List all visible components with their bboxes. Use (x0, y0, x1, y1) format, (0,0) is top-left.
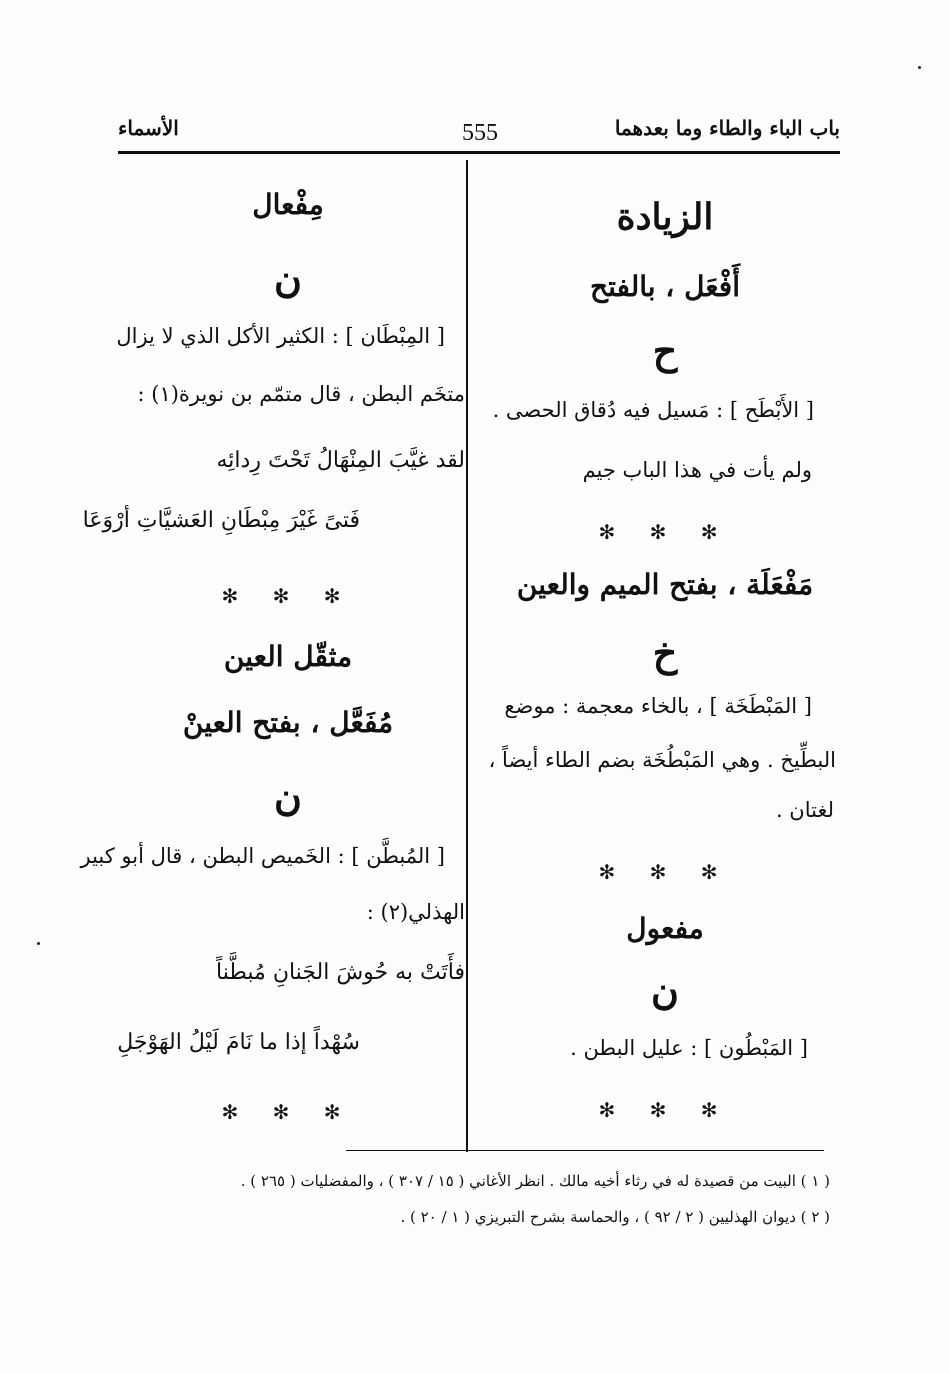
entry-text: [ المَبْطَخَة ] ، بالخاء معجمة : موضع (504, 694, 812, 718)
entry-text: [ المَبْطُون ] : عليل البطن . (570, 1036, 808, 1060)
footnote-1: ( ١ ) البيت من قصيدة له في رثاء أخيه مالك . انظر الأغاني ( ١٥ / ٣٠٧ ) ، والمفضليات ( ٢٦٥ ) . (240, 1172, 830, 1190)
subsection-heading: مثقّل العين (223, 640, 353, 673)
entry-text: [ المُبطَّن ] : الخَميص البطن ، قال أبو كبير (80, 844, 445, 868)
entry-text: الهذلي(٢) : (366, 900, 465, 924)
footnote-2: ( ٢ ) ديوان الهذليين ( ٢ / ٩٢ ) ، والحماسة بشرح التبريزي ( ١ / ٢٠ ) . (400, 1208, 830, 1226)
entry-text: البطِّيخ . وهي المَبْطُخَة بضم الطاء أيضاً ، (488, 748, 836, 772)
letter-heading: خ (652, 630, 678, 675)
letter-heading: ح (652, 328, 678, 373)
verse-line: فَتىً غَيْرَ مِبْطَانِ العَشيَّاتِ أرْوَعَا (82, 508, 360, 533)
footnote-rule (346, 1150, 824, 1151)
speck-mark (918, 66, 921, 69)
pattern-heading: أَفْعَل ، بالفتح (590, 270, 740, 303)
pattern-heading: مَفْعَلَة ، بفتح الميم والعين (516, 568, 814, 601)
page-number: 555 (462, 120, 498, 146)
letter-heading: ن (651, 968, 679, 1013)
note-text: ولم يأت في هذا الباب جيم (582, 458, 812, 482)
pattern-heading: مفعول (626, 912, 704, 945)
section-stars: ✻ ✻ ✻ (221, 584, 355, 608)
letter-heading: ن (274, 774, 302, 819)
section-stars: ✻ ✻ ✻ (598, 860, 732, 884)
letter-heading: ن (274, 256, 302, 301)
entry-text: متخَم البطن ، قال متمّم بن نويرة(١) : (137, 382, 465, 406)
running-head-right: باب الباء والطاء وما بعدهما (614, 116, 840, 140)
verse-line: لقد غيَّبَ المِنْهَالُ تَحْتَ رِدائِه (216, 448, 465, 473)
column-divider (466, 160, 468, 1152)
header-rule (118, 151, 840, 154)
verse-line: فأَتَتْ به حُوشَ الجَنانِ مُبطَّناً (216, 960, 465, 985)
section-stars: ✻ ✻ ✻ (598, 520, 732, 544)
entry-text: [ الأَبْطَح ] : مَسيل فيه دُقاق الحصى . (492, 398, 814, 422)
entry-text: لغتان . (775, 798, 834, 822)
section-title: الزيادة (616, 196, 714, 238)
section-stars: ✻ ✻ ✻ (598, 1098, 732, 1122)
verse-line: سُهْداً إذا ما نَامَ لَيْلُ الهَوْجَلِ (117, 1030, 360, 1055)
entry-text: [ المِبْطَان ] : الكثير الأكل الذي لا يزال (116, 324, 445, 348)
speck-mark (37, 942, 40, 945)
section-stars: ✻ ✻ ✻ (221, 1100, 355, 1124)
pattern-heading: مِفْعال (252, 188, 324, 221)
running-head-left: الأسماء (118, 116, 179, 140)
pattern-heading: مُفَعَّل ، بفتح العينْ (182, 706, 394, 739)
